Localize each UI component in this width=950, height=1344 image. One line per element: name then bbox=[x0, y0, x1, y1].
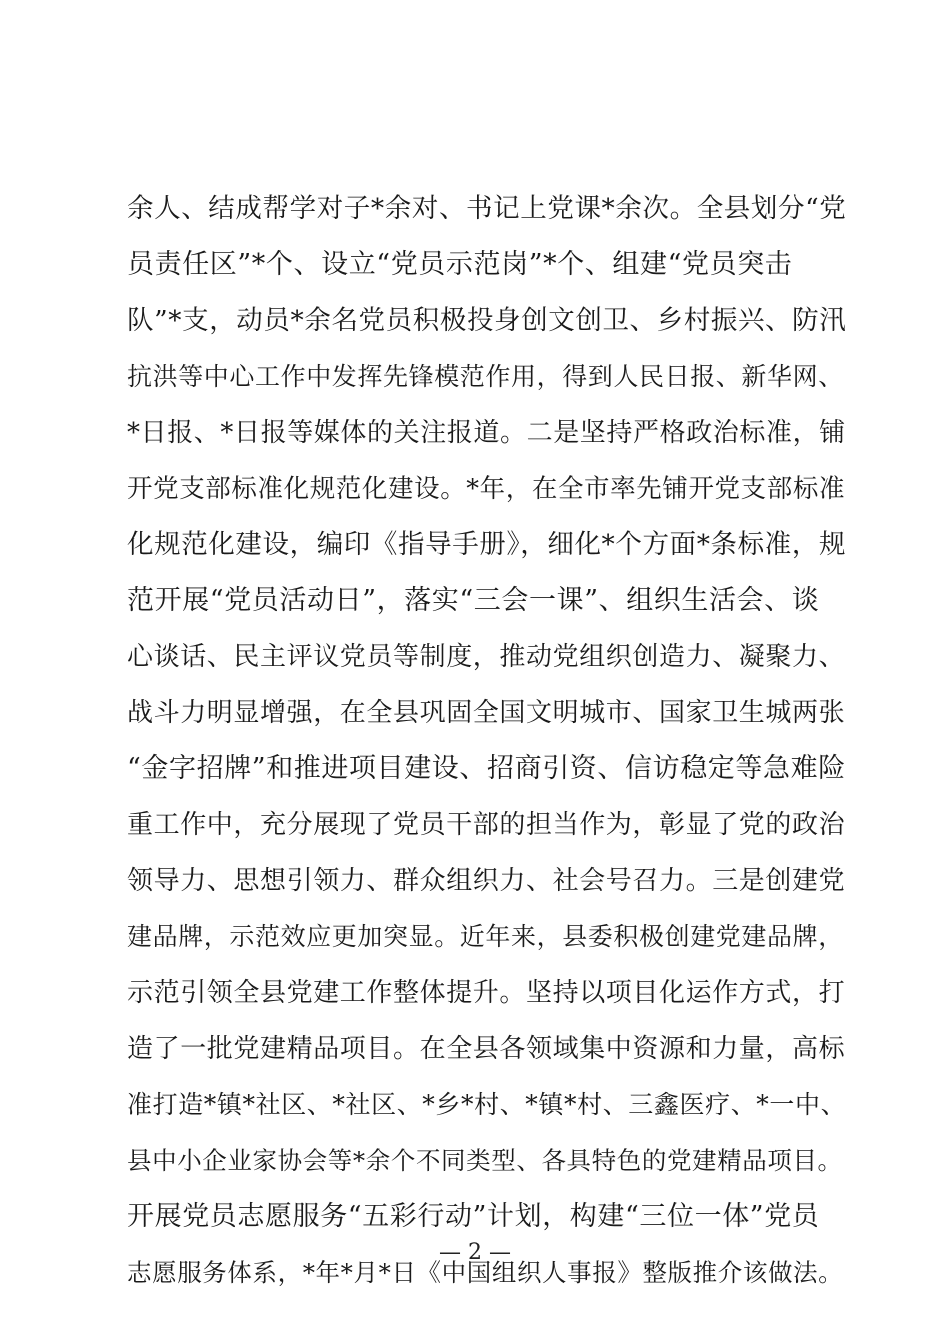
text-line: 建品牌，示范效应更加突显。近年来，县委积极创建党建品牌， bbox=[127, 922, 844, 951]
text-line: 范开展“党员活动日”，落实“三会一课”、组织生活会、谈 bbox=[127, 585, 820, 616]
text-line: 心谈话、民主评议党员等制度，推动党组织创造力、凝聚力、 bbox=[127, 642, 846, 672]
text-line: 队”*支，动员*余名党员积极投身创文创卫、乡村振兴、防汛 bbox=[127, 305, 847, 336]
text-line: 开展党员志愿服务“五彩行动”计划，构建“三位一体”党员 bbox=[127, 1201, 820, 1232]
text-line: 领导力、思想引领力、群众组织力、社会号召力。三是创建党 bbox=[127, 866, 846, 896]
text-line: 重工作中，充分展现了党员干部的担当作为，彰显了党的政治 bbox=[127, 810, 846, 840]
text-line: *日报、*日报等媒体的关注报道。二是坚持严格政治标准，铺 bbox=[127, 418, 846, 448]
text-line: 志愿服务体系，*年*月*日《中国组织人事报》整版推介该做法。 bbox=[127, 1258, 844, 1287]
text-line: 开党支部标准化规范化建设。*年，在全市率先铺开党支部标准 bbox=[127, 474, 846, 504]
body-text bbox=[127, 181, 847, 1301]
text-line: 化规范化建设，编印《指导手册》，细化*个方面*条标准，规 bbox=[127, 529, 847, 560]
text-line: 县中小企业家协会等*余个不同类型、各具特色的党建精品项目。 bbox=[127, 1146, 843, 1175]
page-number: — 2 — bbox=[439, 1240, 511, 1265]
text-line: 示范引领全县党建工作整体提升。坚持以项目化运作方式，打 bbox=[127, 978, 846, 1008]
text-line: 战斗力明显增强，在全县巩固全国文明城市、国家卫生城两张 bbox=[127, 698, 846, 728]
text-line: 造了一批党建精品项目。在全县各领域集中资源和力量，高标 bbox=[127, 1034, 846, 1064]
text-line: 准打造*镇*社区、*社区、*乡*村、*镇*村、三鑫医疗、*一中、 bbox=[127, 1090, 847, 1119]
text-line: 抗洪等中心工作中发挥先锋模范作用，得到人民日报、新华网、 bbox=[127, 362, 844, 391]
text-line: “金字招牌”和推进项目建设、招商引资、信访稳定等急难险 bbox=[127, 753, 846, 784]
text-line: 员责任区”*个、设立“党员示范岗”*个、组建“党员突击 bbox=[127, 249, 793, 280]
text-line: 余人、结成帮学对子*余对、书记上党课*余次。全县划分“党 bbox=[127, 193, 847, 224]
